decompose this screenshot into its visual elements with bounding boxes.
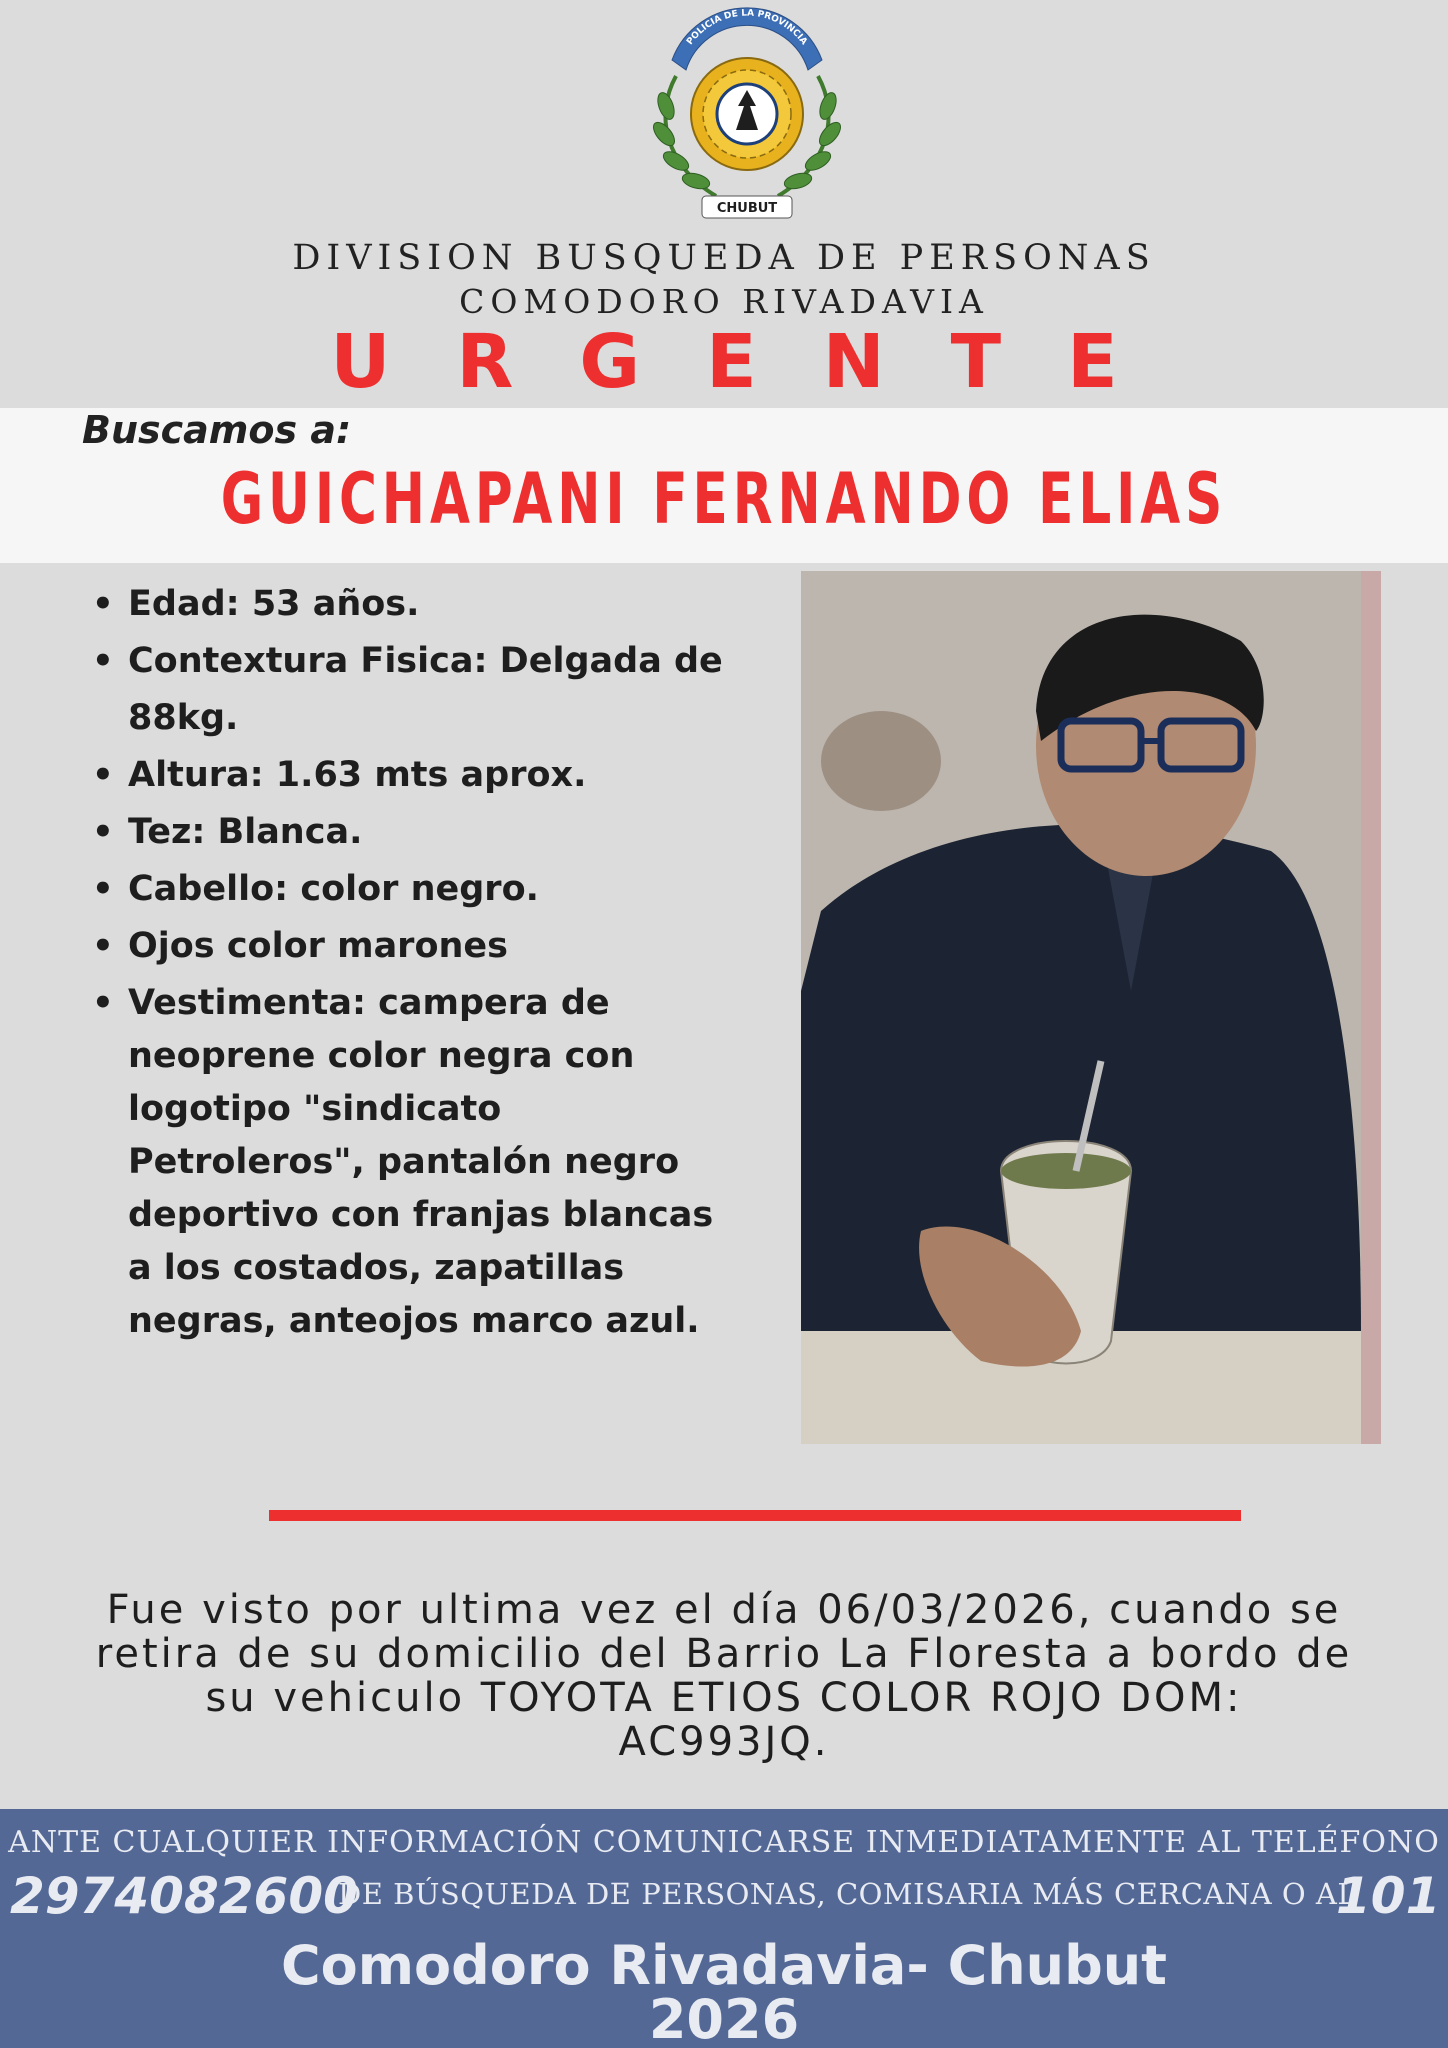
search-intro-label: Buscamos a: [82, 408, 352, 452]
attribute-build: • Contextura Fisica: Delgada de 88kg. [92, 633, 742, 747]
police-emblem [636, 6, 858, 228]
red-divider [269, 1510, 1241, 1521]
attribute-age: • Edad: 53 años. [92, 576, 742, 633]
attribute-clothing: • Vestimenta: campera de neoprene color negra con logotipo "sindicato Petroleros", pantalón negro deportivo con franjas blancas a los costados, zapatillas negras, anteojos marco azul. [92, 977, 742, 1348]
attribute-list [92, 576, 742, 1348]
urgent-heading: URGENTE [330, 319, 1184, 405]
last-seen-line: AC993JQ. [618, 1719, 830, 1765]
missing-person-name: GUICHAPANI FERNANDO ELIAS [220, 458, 1228, 540]
sun-icon [691, 58, 803, 170]
city-title: COMODORO RIVADAVIA [459, 282, 989, 321]
division-title: DIVISION BUSQUEDA DE PERSONAS [292, 238, 1156, 278]
contact-phone-number: 2974082600 [10, 1867, 358, 1925]
last-seen-line: Fue visto por ultima vez el día 06/03/2026, cuando se [106, 1587, 1342, 1633]
last-seen-paragraph [40, 1588, 1408, 1764]
contact-instructions: ANTE CUALQUIER INFORMACIÓN COMUNICARSE INMEDIATAMENTE AL TELÉFONO [8, 1825, 1440, 1860]
last-seen-line: retira de su domicilio del Barrio La Floresta a bordo de [95, 1631, 1353, 1677]
emergency-number: 101 [1336, 1867, 1441, 1925]
missing-person-photo [801, 571, 1381, 1444]
attribute-hair: • Cabello: color negro. [92, 861, 742, 918]
attribute-height: • Altura: 1.63 mts aprox. [92, 747, 742, 804]
footer-city: Comodoro Rivadavia- Chubut [281, 1934, 1167, 1997]
emblem-arc-text: POLICIA DE LA PROVINCIA [685, 8, 809, 47]
contact-footer [0, 1809, 1448, 2048]
attribute-skin: • Tez: Blanca. [92, 804, 742, 861]
last-seen-line: su vehiculo TOYOTA ETIOS COLOR ROJO DOM: [205, 1675, 1243, 1721]
emblem-ribbon-text: CHUBUT [716, 201, 778, 216]
attribute-eyes: • Ojos color marones [92, 918, 742, 975]
contact-instructions-2: DE BÚSQUEDA DE PERSONAS, COMISARIA MÁS CERCANA O AL [338, 1877, 1358, 1911]
footer-year: 2026 [648, 1988, 800, 2048]
